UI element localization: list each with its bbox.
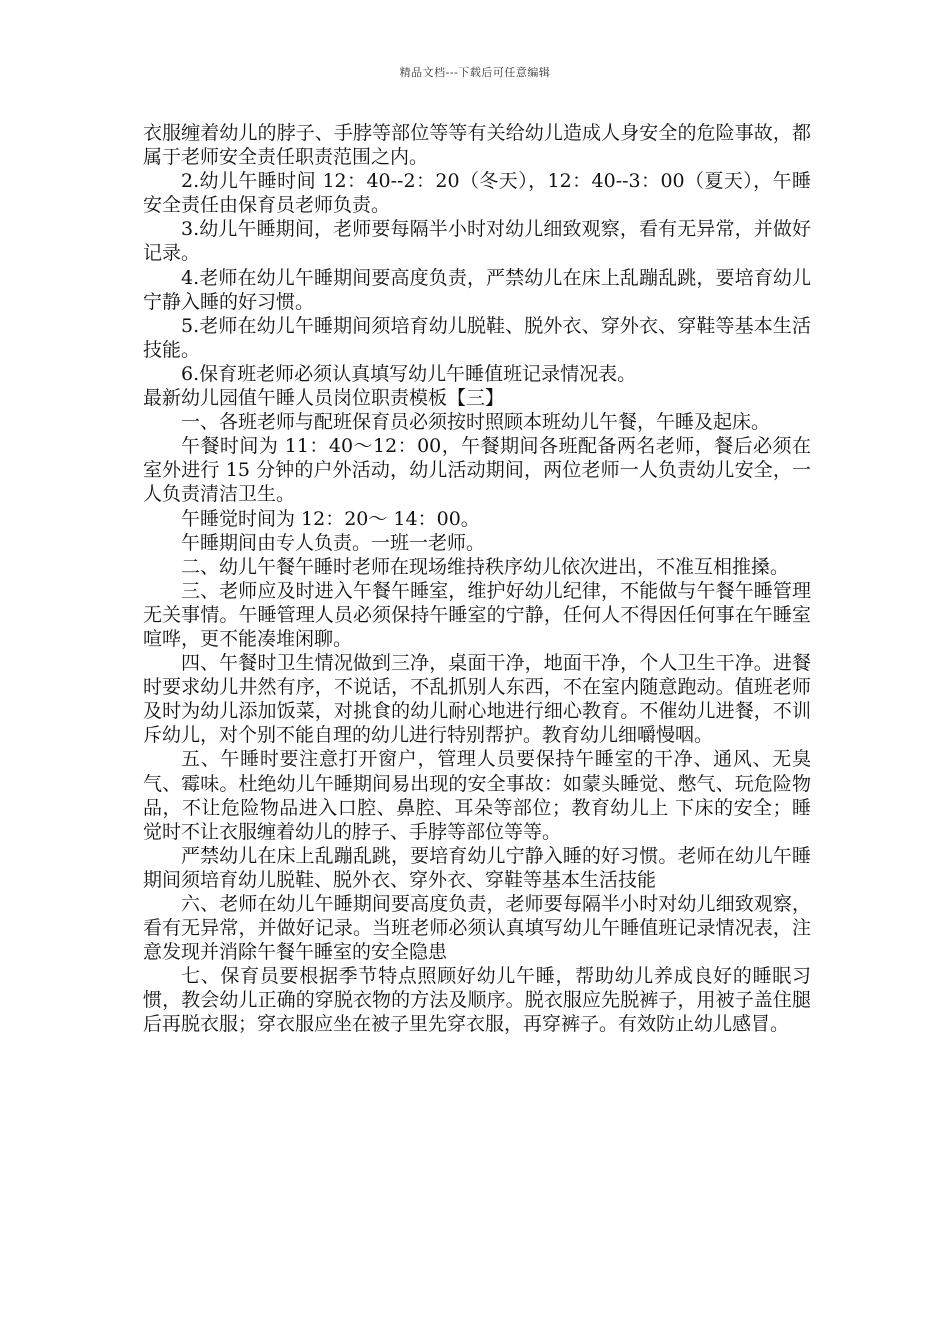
paragraph-item-1: 一、各班老师与配班保育员必须按时照顾本班幼儿午餐，午睡及起床。 <box>181 411 771 434</box>
paragraph-item-4: 四、午餐时卫生情况做到三净，桌面干净，地面干净，个人卫生干净。进餐时要求幼儿井然有序，不说话，不乱抓别人东西，不在室内随意跑动。值班老师及时为幼儿添加饭菜，对挑食的幼儿耐心地进行细心教育。不催幼儿进餐，不训斥幼儿，对个别不能自理的幼儿进行特别帮护。教育幼儿细嚼慢咽。 <box>143 652 811 747</box>
paragraph-item-6: 六、老师在幼儿午睡期间要高度负责，老师要每隔半小时对幼儿细致观察，看有无异常，并做好记录。当班老师必须认真填写幼儿午睡值班记录情况表，注意发现并消除午餐午睡室的安全隐患 <box>143 893 811 964</box>
section-heading: 最新幼儿园值午睡人员岗位职责模板【三】 <box>143 387 505 410</box>
paragraph-life-skills: 5.老师在幼儿午睡期间须培育幼儿脱鞋、脱外衣、穿外衣、穿鞋等基本生活技能。 <box>143 314 811 361</box>
document-body <box>143 121 811 1037</box>
page-header: 精品文档---下载后可任意编辑 <box>399 66 551 79</box>
paragraph-responsibility: 4.老师在幼儿午睡期间要高度负责，严禁幼儿在床上乱蹦乱跳，要培育幼儿宁静入睡的好习惯。 <box>143 266 811 313</box>
paragraph-lunch-time: 午餐时间为 11：40～12：00，午餐期间各班配备两名老师，餐后必须在室外进行 15 分钟的户外活动，幼儿活动期间，两位老师一人负责幼儿安全，一人负责清洁卫生。 <box>143 435 811 506</box>
paragraph-item-7: 七、保育员要根据季节特点照顾好幼儿午睡，帮助幼儿养成良好的睡眠习惯，教会幼儿正确的穿脱衣物的方法及顺序。脱衣服应先脱裤子，用被子盖住腿后再脱衣服；穿衣服应坐在被子里先穿衣服，再穿裤子。有效防止幼儿感冒。 <box>143 965 811 1036</box>
paragraph-continuation: 衣服缠着幼儿的脖子、手脖等部位等等有关给幼儿造成人身安全的危险事故，都属于老师安全责任职责范围之内。 <box>143 122 811 169</box>
paragraph-nap-time: 2.幼儿午睡时间 12：40--2：20（冬天），12：40--3：00（夏天），午睡安全责任由保育员老师负责。 <box>143 170 811 217</box>
paragraph-item-5: 五、午睡时要注意打开窗户，管理人员要保持午睡室的干净、通风、无臭气、霉味。杜绝幼儿午睡期间易出现的安全事故：如蒙头睡觉、憋气、玩危险物品，不让危险物品进入口腔、鼻腔、耳朵等部位；教育幼儿上 下床的安全；睡觉时不让衣服缠着幼儿的脖子、手脖等部位等等。 <box>143 748 811 843</box>
paragraph-assigned-staff: 午睡期间由专人负责。一班一老师。 <box>181 531 486 554</box>
paragraph-item-3: 三、老师应及时进入午餐午睡室，维护好幼儿纪律，不能做与午餐午睡管理无关事情。午睡管理人员必须保持午睡室的宁静，任何人不得因任何事在午睡室喧哗，更不能凑堆闲聊。 <box>143 579 811 650</box>
paragraph-item-2: 二、幼儿午餐午睡时老师在现场维持秩序幼儿依次进出，不准互相推搡。 <box>181 555 790 578</box>
paragraph-bed-rules: 严禁幼儿在床上乱蹦乱跳，要培育幼儿宁静入睡的好习惯。老师在幼儿午睡期间须培育幼儿脱鞋、脱外衣、穿外衣、穿鞋等基本生活技能 <box>143 844 811 891</box>
paragraph-nap-period: 午睡觉时间为 12：20～ 14：00。 <box>181 507 480 530</box>
paragraph-record-form: 6.保育班老师必须认真填写幼儿午睡值班记录情况表。 <box>181 362 637 385</box>
paragraph-observation: 3.幼儿午睡期间，老师要每隔半小时对幼儿细致观察，看有无异常，并做好记录。 <box>143 218 811 265</box>
